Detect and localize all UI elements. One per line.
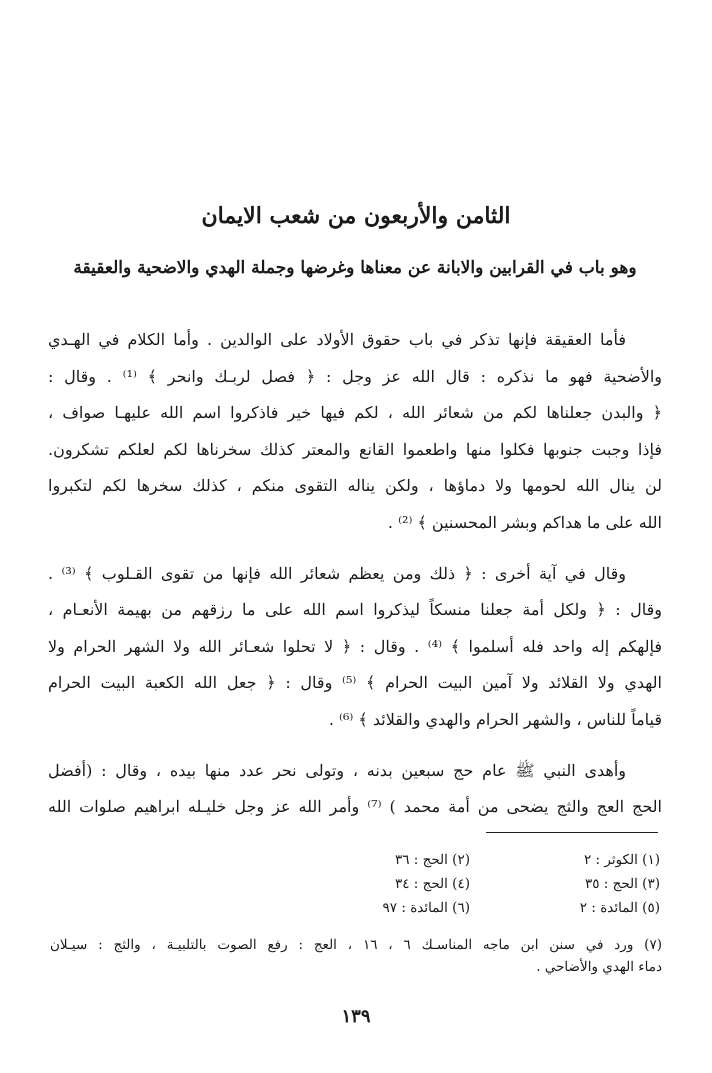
- chapter-subtitle: وهو باب في القرابين والابانة عن معناها وغرضها وجملة الهدي والاضحية والعقيقة: [73, 258, 637, 278]
- text-line: قياماً للناس ، والشهر الحرام والهدي والقلائد ﴾ ⁽⁶⁾ .: [328, 709, 662, 729]
- footnote-1: (١) الكوثر : ٢: [583, 852, 660, 868]
- text-line: وأهدى النبي ﷺ عام حج سبعين بدنه ، وتولى نحر عدد منها بيده ، وقال : (أفضل: [48, 760, 626, 780]
- paragraph-2: [48, 556, 662, 739]
- footnote-row: [300, 896, 660, 920]
- footnote-7: [50, 934, 662, 978]
- chapter-title: الثامن والأربعون من شعب الايمان: [201, 203, 511, 229]
- page-number: ١٣٩: [341, 1006, 371, 1027]
- footnotes-short: [300, 848, 660, 920]
- footnote-4: (٤) الحج : ٣٤: [394, 876, 470, 892]
- text-line: الهدي ولا القلائد ولا آمين البيت الحرام ﴾ ⁽⁵⁾ وقال : ﴿ جعل الله الكعبة البيت الحرام: [48, 673, 662, 693]
- footnote-3: (٣) الحج : ٣٥: [584, 876, 660, 892]
- text-line: وقال : ﴿ ولكل أمة جعلنا منسكاً ليذكروا اسم الله على ما رزقهم من بهيمة الأنعـام ،: [48, 600, 662, 620]
- footnote-6: (٦) المائدة : ٩٧: [382, 900, 470, 916]
- footnote-5: (٥) المائدة : ٢: [579, 900, 660, 916]
- footnote-2: (٢) الحج : ٣٦: [394, 852, 470, 868]
- body-text: [48, 322, 662, 840]
- text-line: وقال في آية أخرى : ﴿ ذلك ومن يعظم شعائر الله فإنها من تقوى القـلوب ﴾ ⁽³⁾ .: [48, 563, 626, 583]
- footnote-line: (٧) ورد في سنن ابن ماجه المناسـك ٦ ، ١٦ ، العج : رفع الصوت بالتلبيـة ، والثج : سيـلان: [50, 937, 662, 953]
- text-line: فإلهكم إله واحد فله أسلموا ﴾ ⁽⁴⁾ . وقال : ﴿ لا تحلوا شعـائر الله ولا الشهر الحرام ولا: [48, 636, 662, 656]
- footnote-divider: [486, 832, 658, 833]
- text-line: فإذا وجبت جنوبها فكلوا منها واطعموا القانع والمعتر كذلك سخرناها لكم لعلكم تشكرون.: [48, 439, 662, 459]
- paragraph-1: [48, 322, 662, 542]
- text-line: ﴿ والبدن جعلناها لكم من شعائر الله ، لكم فيها خير فاذكروا اسم الله عليهـا صواف ،: [48, 403, 662, 423]
- text-line: والأضحية فهو ما نذكره : قال الله عز وجل : ﴿ فصل لربـك وانحر ﴾ ⁽¹⁾ . وقال :: [48, 366, 662, 386]
- text-line: الحج العج والثج يضحى من أمة محمد ) ⁽⁷⁾ وأمر الله عز وجل خليـله ابراهيم صلوات الله: [48, 797, 662, 817]
- text-line: فأما العقيقة فإنها تذكر في باب حقوق الأولاد على الوالدين . وأما الكلام في الهـدي: [48, 330, 626, 349]
- footnote-line: دماء الهدي والأضاحي .: [536, 959, 662, 975]
- footnote-row: [300, 848, 660, 872]
- footnote-row: [300, 872, 660, 896]
- text-line: لن ينال الله لحومها ولا دماؤها ، ولكن يناله التقوى منكم ، كذلك سخرها لكم لتكبروا: [48, 476, 662, 496]
- paragraph-3: [48, 753, 662, 826]
- text-line: الله على ما هداكم وبشر المحسنين ﴾ ⁽²⁾ .: [387, 512, 662, 532]
